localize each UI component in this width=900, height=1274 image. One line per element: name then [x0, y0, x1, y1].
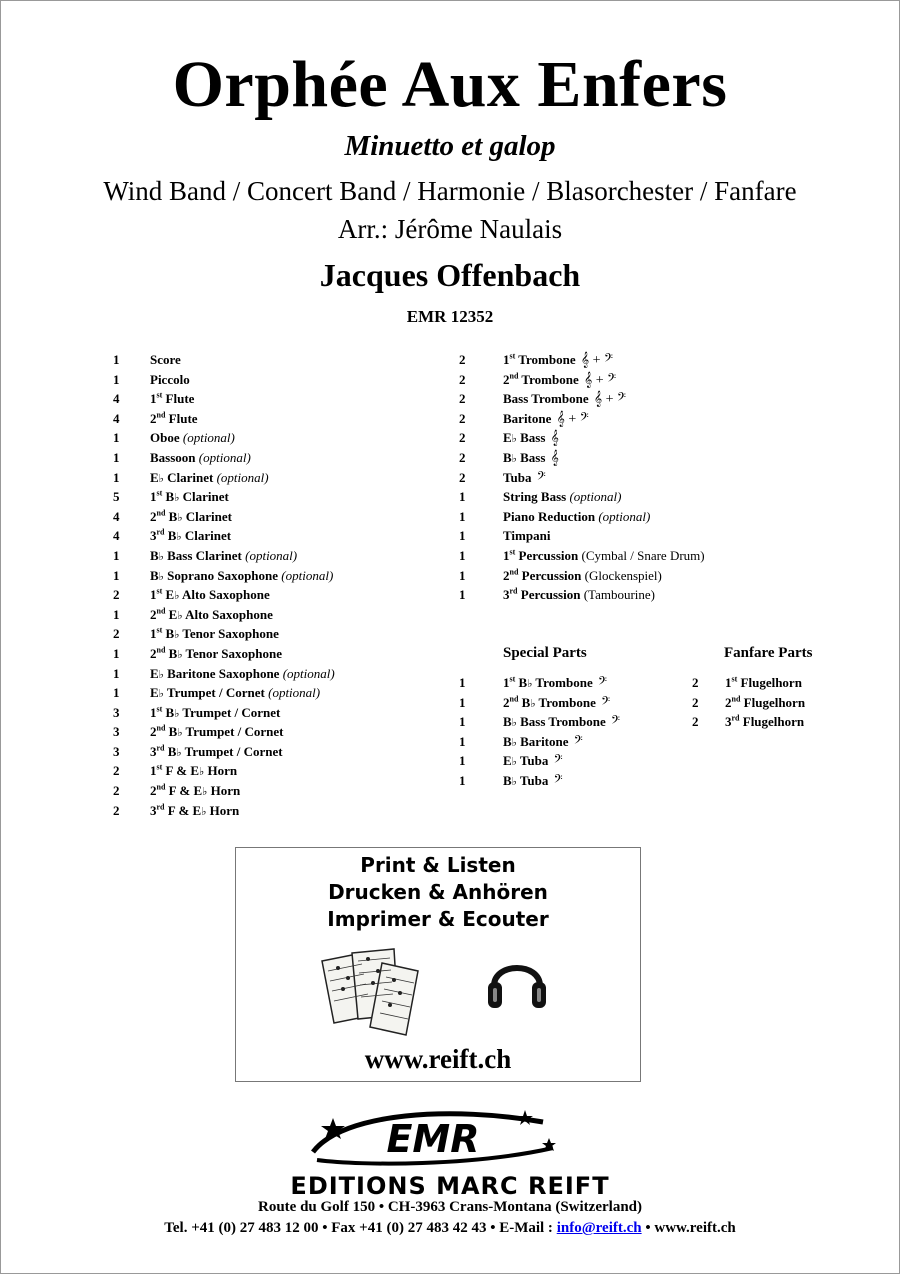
part-name: 1st B♭ Trombone 𝄢 [503, 674, 607, 691]
part-quantity: 2 [113, 783, 120, 799]
catalog-number: EMR 12352 [406, 307, 494, 326]
part-row [459, 693, 689, 713]
part-row [459, 350, 819, 370]
part-quantity: 1 [459, 714, 466, 730]
part-quantity: 1 [113, 685, 120, 701]
part-name: Piccolo [150, 371, 190, 387]
part-row [459, 487, 819, 507]
part-row [459, 585, 819, 605]
part-quantity: 1 [113, 645, 120, 661]
part-name: 2nd E♭ Alto Saxophone [150, 606, 273, 622]
part-name: Baritone 𝄞 + 𝄢 [503, 410, 589, 427]
print-listen-box [235, 847, 641, 1082]
part-name: Tuba 𝄢 [503, 469, 546, 486]
part-row [459, 566, 819, 586]
part-row [459, 673, 689, 693]
part-row [459, 751, 689, 771]
part-row [459, 526, 819, 546]
part-row [113, 742, 443, 762]
email-link[interactable]: info@reift.ch [556, 1220, 642, 1236]
part-row [113, 801, 443, 821]
fanfare-parts-heading: Fanfare Parts [724, 645, 813, 661]
part-row [459, 389, 819, 409]
part-name: E♭ Tuba 𝄢 [503, 753, 563, 770]
part-name: 2nd F & E♭ Horn [150, 782, 241, 799]
arranger-line: Arr.: Jérôme Naulais [337, 214, 563, 244]
part-quantity: 2 [692, 694, 699, 710]
part-quantity: 1 [459, 753, 466, 769]
part-row [459, 732, 689, 752]
part-row [113, 389, 443, 409]
contact-website: • www.reift.ch [641, 1220, 736, 1236]
part-name: 1st Flugelhorn [725, 674, 802, 690]
part-row [113, 703, 443, 723]
part-name: 1st F & E♭ Horn [150, 763, 238, 779]
part-quantity: 1 [113, 547, 120, 563]
part-row [113, 624, 443, 644]
part-row [459, 409, 819, 429]
part-row [113, 644, 443, 664]
part-quantity: 1 [113, 567, 120, 583]
part-quantity: 2 [459, 430, 466, 446]
part-row [113, 507, 443, 527]
part-name: E♭ Trumpet / Cornet (optional) [150, 685, 321, 701]
part-name: E♭ Clarinet (optional) [150, 469, 269, 485]
part-name: Piano Reduction (optional) [503, 508, 651, 524]
part-quantity: 2 [113, 626, 120, 642]
part-row [459, 507, 819, 527]
part-quantity: 2 [459, 410, 466, 426]
part-quantity: 1 [113, 449, 120, 465]
part-row [113, 487, 443, 507]
promo-line-english: Print & Listen [360, 853, 516, 877]
special-parts-heading: Special Parts [503, 645, 587, 661]
part-quantity: 1 [459, 675, 466, 690]
part-name: 1st B♭ Tenor Saxophone [150, 625, 279, 642]
part-row [459, 712, 689, 732]
part-quantity: 2 [113, 763, 120, 779]
part-quantity: 2 [459, 449, 466, 465]
part-name: 2nd B♭ Tenor Saxophone [150, 645, 282, 661]
part-row [113, 526, 443, 546]
part-name: 1st Percussion (Cymbal / Snare Drum) [503, 547, 705, 563]
part-name: E♭ Bass 𝄞 [503, 430, 559, 447]
part-row [113, 585, 443, 605]
part-name: 1st B♭ Clarinet [150, 488, 229, 505]
part-row [113, 448, 443, 468]
part-row [692, 712, 872, 732]
part-quantity: 2 [113, 802, 120, 818]
part-name: String Bass (optional) [503, 489, 622, 505]
part-name: 2nd Percussion (Glockenspiel) [503, 567, 662, 583]
publisher-name: EDITIONS MARC REIFT [290, 1172, 610, 1200]
part-name: B♭ Baritone 𝄢 [503, 733, 583, 750]
part-row [692, 693, 872, 713]
part-name: Bassoon (optional) [150, 449, 251, 465]
part-quantity: 3 [113, 724, 120, 740]
part-name: Oboe (optional) [150, 430, 235, 446]
part-quantity: 1 [459, 587, 466, 603]
part-row [459, 448, 819, 468]
emr-logo [303, 1108, 563, 1172]
part-name: 3rd Flugelhorn [725, 713, 805, 730]
part-name: E♭ Baritone Saxophone (optional) [150, 665, 335, 681]
part-quantity: 1 [113, 352, 120, 367]
part-name: 2nd B♭ Clarinet [150, 508, 232, 524]
part-quantity: 1 [459, 528, 466, 544]
part-name: 1st B♭ Trumpet / Cornet [150, 704, 281, 720]
part-quantity: 1 [459, 547, 466, 563]
special-parts-list [459, 673, 689, 791]
part-quantity: 1 [113, 371, 120, 387]
ensemble-line: Wind Band / Concert Band / Harmonie / Blasorchester / Fanfare [103, 176, 797, 206]
part-quantity: 2 [692, 675, 699, 690]
promo-line-french: Imprimer & Ecouter [327, 907, 549, 931]
part-quantity: 4 [113, 391, 120, 407]
part-name: 1st E♭ Alto Saxophone [150, 586, 270, 603]
headphones-icon [486, 948, 548, 1014]
part-row [113, 409, 443, 429]
part-quantity: 2 [459, 352, 466, 367]
part-name: 2nd Flugelhorn [725, 694, 806, 710]
part-name: 2nd B♭ Trombone 𝄢 [503, 694, 611, 711]
part-name: 3rd B♭ Trumpet / Cornet [150, 743, 283, 759]
parts-list-left [113, 350, 443, 820]
parts-list-right [459, 350, 819, 605]
part-quantity: 2 [692, 714, 699, 730]
part-row [113, 428, 443, 448]
part-quantity: 2 [459, 391, 466, 407]
part-quantity: 1 [459, 567, 466, 583]
part-quantity: 1 [113, 665, 120, 681]
composer-name: Jacques Offenbach [319, 257, 581, 293]
part-quantity: 1 [459, 694, 466, 710]
fanfare-parts-list [692, 673, 872, 732]
part-quantity: 1 [459, 508, 466, 524]
promo-line-german: Drucken & Anhören [328, 880, 548, 904]
part-name: Bass Trombone 𝄞 + 𝄢 [503, 391, 627, 408]
part-name: B♭ Bass Clarinet (optional) [150, 547, 298, 563]
part-quantity: 1 [459, 772, 466, 788]
part-quantity: 3 [113, 743, 120, 759]
part-quantity: 1 [113, 606, 120, 622]
part-name: 2nd Trombone 𝄞 + 𝄢 [503, 371, 617, 388]
part-name: 1st Trombone 𝄞 + 𝄢 [503, 351, 614, 368]
publisher-address: Route du Golf 150 • CH-3963 Crans-Montana (Switzerland) [258, 1199, 642, 1215]
part-row [459, 370, 819, 390]
part-name: Timpani [503, 528, 551, 544]
part-name: B♭ Soprano Saxophone (optional) [150, 567, 334, 583]
part-row [113, 566, 443, 586]
part-name: B♭ Tuba 𝄢 [503, 772, 563, 789]
part-row [113, 546, 443, 566]
part-row [113, 781, 443, 801]
contact-phone-fax: Tel. +41 (0) 27 483 12 00 • Fax +41 (0) 27 483 42 43 • E-Mail : [164, 1220, 557, 1236]
subtitle: Minuetto et galop [344, 130, 556, 162]
part-name: B♭ Bass 𝄞 [503, 449, 559, 466]
part-row [459, 546, 819, 566]
part-quantity: 2 [459, 371, 466, 387]
part-row [113, 370, 443, 390]
part-quantity: 1 [459, 489, 466, 505]
part-name: B♭ Bass Trombone 𝄢 [503, 714, 620, 731]
part-name: 1st Flute [150, 390, 195, 407]
part-row [113, 722, 443, 742]
contact-line [0, 1220, 900, 1237]
part-quantity: 2 [459, 469, 466, 485]
part-name: 3rd F & E♭ Horn [150, 802, 240, 818]
part-quantity: 2 [113, 587, 120, 603]
part-row [113, 468, 443, 488]
part-row [113, 664, 443, 684]
part-name: Score [150, 352, 181, 367]
part-name: 2nd B♭ Trumpet / Cornet [150, 723, 284, 740]
part-quantity: 1 [113, 430, 120, 446]
part-row [459, 428, 819, 448]
part-name: 2nd Flute [150, 410, 198, 426]
promo-url[interactable]: www.reift.ch [364, 1044, 512, 1074]
part-quantity: 4 [113, 508, 120, 524]
part-quantity: 1 [459, 733, 466, 749]
part-row [459, 771, 689, 791]
part-quantity: 4 [113, 528, 120, 544]
part-quantity: 1 [113, 469, 120, 485]
part-quantity: 5 [113, 489, 120, 505]
part-row [459, 468, 819, 488]
part-name: 3rd B♭ Clarinet [150, 528, 232, 544]
part-name: 3rd Percussion (Tambourine) [503, 586, 656, 603]
sheet-music-icon [318, 945, 430, 1039]
part-row [113, 605, 443, 625]
part-row [113, 683, 443, 703]
part-quantity: 4 [113, 410, 120, 426]
logo-text: EMR [386, 1117, 480, 1161]
part-row [113, 761, 443, 781]
page-title: Orphée Aux Enfers [172, 48, 728, 121]
part-row [113, 350, 443, 370]
part-row [692, 673, 872, 693]
part-quantity: 3 [113, 704, 120, 720]
